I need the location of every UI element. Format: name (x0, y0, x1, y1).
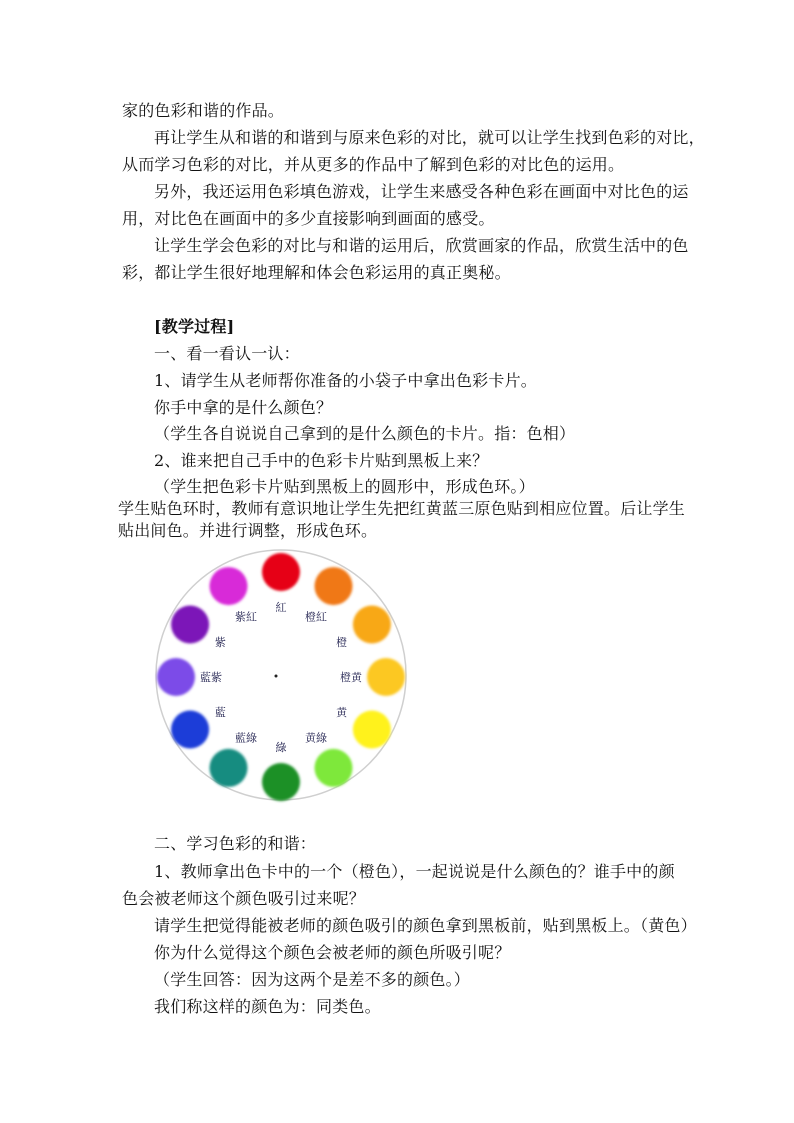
color-swatch (262, 553, 300, 591)
list-item: 1、请学生从老师帮你准备的小袋子中拿出色彩卡片。 (154, 371, 537, 390)
color-label: 紅 (275, 601, 287, 614)
color-label: 藍綠 (235, 731, 257, 745)
color-swatch (171, 606, 209, 644)
color-label: 橙 (336, 636, 348, 649)
list-item: 你为什么觉得这个颜色会被老师的颜色所吸引呢？ (154, 943, 511, 962)
paragraph-line: 彩，都让学生很好地理解和体会色彩运用的真正奥秘。 (122, 263, 511, 282)
wheel-center-dot (275, 675, 278, 678)
color-swatch (367, 658, 405, 696)
color-swatch (210, 749, 248, 787)
color-label: 橙紅 (305, 610, 327, 624)
paragraph-line: 另外，我还运用色彩填色游戏，让学生来感受各种色彩在画面中对比色的运 (154, 182, 689, 201)
color-label: 橙黄 (340, 671, 362, 684)
list-item: 你手中拿的是什么颜色？ (154, 398, 333, 417)
list-item: 我们称这样的颜色为：同类色。 (154, 997, 381, 1016)
color-swatch (315, 567, 353, 605)
list-item: 二、学习色彩的和谐： (154, 834, 317, 853)
color-label: 黄綠 (305, 731, 327, 745)
list-item: （学生回答：因为这两个是差不多的颜色。） (154, 970, 471, 989)
color-swatch (315, 749, 353, 787)
list-item: （学生把色彩卡片贴到黑板上的圆形中，形成色环。） (154, 477, 535, 496)
paragraph-line: 让学生学会色彩的对比与和谐的运用后，欣赏画家的作品，欣赏生活中的色 (154, 236, 689, 255)
color-label: 紫 (214, 636, 226, 649)
list-item: 学生贴色环时，教师有意识地让学生先把红黄蓝三原色贴到相应位置。后让学生 (118, 499, 686, 518)
list-item: 色会被老师这个颜色吸引过来呢？ (122, 889, 366, 908)
list-item: 请学生把觉得能被老师的颜色吸引的颜色拿到黑板前，贴到黑板上。（黄色） (154, 916, 697, 935)
paragraph-line: 用，对比色在画面中的多少直接影响到画面的感受。 (122, 209, 495, 228)
color-swatch (157, 658, 195, 696)
list-item: （学生各自说说自己拿到的是什么颜色的卡片。指：色相） (154, 424, 576, 443)
paragraph-line: 家的色彩和谐的作品。 (122, 101, 285, 120)
color-swatch (171, 711, 209, 749)
list-item: 贴出间色。并进行调整，形成色环。 (118, 521, 378, 540)
color-wheel (152, 545, 412, 805)
paragraph-line: 再让学生从和谐的和谐到与原来色彩的对比，就可以让学生找到色彩的对比， (154, 128, 705, 147)
list-item: 2、谁来把自己手中的色彩卡片贴到黑板上来？ (154, 451, 489, 470)
color-swatch (262, 763, 300, 801)
color-label: 黄 (336, 706, 348, 719)
paragraph-line: 从而学习色彩的对比，并从更多的作品中了解到色彩的对比色的运用。 (122, 155, 625, 174)
color-label: 紫紅 (235, 610, 257, 624)
list-item: 1、教师拿出色卡中的一个（橙色），一起说说是什么颜色的？谁手中的颜 (154, 862, 675, 881)
section-heading: [教学过程] (154, 317, 235, 336)
color-swatch (210, 567, 248, 605)
color-label: 綠 (275, 741, 287, 754)
color-wheel-graphic (152, 545, 412, 805)
list-item: 一、看一看认一认： (154, 344, 300, 363)
color-swatch (353, 711, 391, 749)
color-label: 藍 (214, 706, 226, 719)
color-swatch (353, 606, 391, 644)
color-label: 藍紫 (200, 671, 222, 684)
